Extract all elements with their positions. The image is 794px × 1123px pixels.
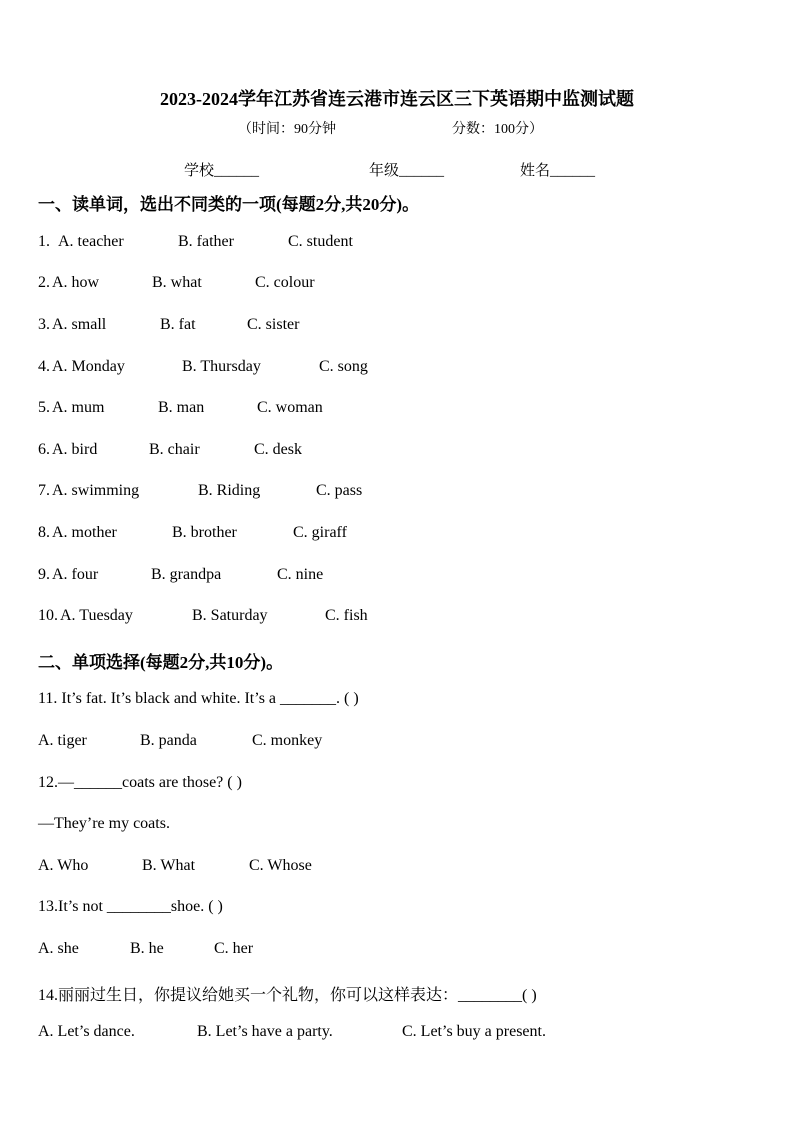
- question-number: 2.: [38, 274, 50, 291]
- option-a: A. teacher: [58, 233, 124, 250]
- section-1-heading: 一、读单词，选出不同类的一项(每题2分,共20分)。: [38, 195, 420, 214]
- question-number: 9.: [38, 566, 50, 583]
- option-a: A. Let’s dance.: [38, 1023, 135, 1040]
- option-b: B. what: [152, 274, 202, 291]
- option-b: B. panda: [140, 732, 197, 749]
- grade-field: 年级______: [369, 163, 445, 179]
- option-b: B. Saturday: [192, 607, 268, 624]
- option-c: C. nine: [277, 566, 324, 583]
- score-info: 分数：100分）: [452, 122, 543, 137]
- question-12-reply: —They’re my coats.: [38, 815, 170, 832]
- option-a: A. bird: [52, 441, 98, 458]
- option-a: A. she: [38, 940, 79, 957]
- page-title: 2023-2024学年江苏省连云港市连云区三下英语期中监测试题: [160, 89, 634, 109]
- option-c: C. desk: [254, 441, 302, 458]
- option-b: B. Riding: [198, 482, 261, 499]
- option-b: B. chair: [149, 441, 200, 458]
- option-a: A. Tuesday: [60, 607, 133, 624]
- question-11-options: [38, 732, 322, 750]
- school-field: 学校______: [184, 163, 260, 179]
- question-14-stem: 14.丽丽过生日，你提议给她买一个礼物，你可以这样表达：________( ): [38, 987, 537, 1004]
- option-b: B. Let’s have a party.: [197, 1023, 333, 1040]
- option-a: A. tiger: [38, 732, 87, 749]
- question-number: 4.: [38, 358, 50, 375]
- option-b: B. Thursday: [182, 358, 261, 375]
- option-b: B. brother: [172, 524, 237, 541]
- option-b: B. man: [158, 399, 205, 416]
- option-b: B. he: [130, 940, 164, 957]
- question-12-options: [38, 857, 312, 875]
- option-a: A. small: [52, 316, 107, 333]
- option-a: A. how: [52, 274, 100, 291]
- question-number: 6.: [38, 441, 50, 458]
- question-12-stem: 12.—______coats are those? ( ): [38, 774, 242, 791]
- question-number: 8.: [38, 524, 50, 541]
- option-a: A. mum: [52, 399, 105, 416]
- time-info: （时间：90分钟: [238, 122, 336, 137]
- option-c: C. giraff: [293, 524, 347, 541]
- option-c: C. pass: [316, 482, 363, 499]
- question-number: 1.: [38, 233, 50, 250]
- option-c: C. her: [214, 940, 254, 957]
- option-a: A. mother: [52, 524, 117, 541]
- option-b: B. What: [142, 857, 196, 874]
- option-b: B. father: [178, 233, 234, 250]
- option-c: C. monkey: [252, 732, 323, 749]
- option-a: A. Monday: [52, 358, 125, 375]
- option-c: C. sister: [247, 316, 300, 333]
- option-c: C. fish: [325, 607, 368, 624]
- question-11-stem: 11. It’s fat. It’s black and white. It’s a _______. ( ): [38, 690, 359, 707]
- option-b: B. grandpa: [151, 566, 222, 583]
- option-c: C. colour: [255, 274, 315, 291]
- question-number: 5.: [38, 399, 50, 416]
- option-c: C. Let’s buy a present.: [402, 1023, 546, 1040]
- option-a: A. swimming: [52, 482, 140, 499]
- option-c: C. song: [319, 358, 368, 375]
- option-c: C. Whose: [249, 857, 312, 874]
- section-2-heading: 二、单项选择(每题2分,共10分)。: [38, 653, 284, 672]
- option-c: C. student: [288, 233, 353, 250]
- option-b: B. fat: [160, 316, 196, 333]
- question-13-options: [38, 940, 253, 958]
- option-c: C. woman: [257, 399, 323, 416]
- name-field: 姓名______: [520, 163, 596, 179]
- question-number: 7.: [38, 482, 50, 499]
- question-number: 10.: [38, 607, 58, 624]
- question-number: 3.: [38, 316, 50, 333]
- question-13-stem: 13.It’s not ________shoe. ( ): [38, 898, 223, 915]
- option-a: A. four: [52, 566, 99, 583]
- question-14-options: [38, 1023, 546, 1041]
- option-a: A. Who: [38, 857, 89, 874]
